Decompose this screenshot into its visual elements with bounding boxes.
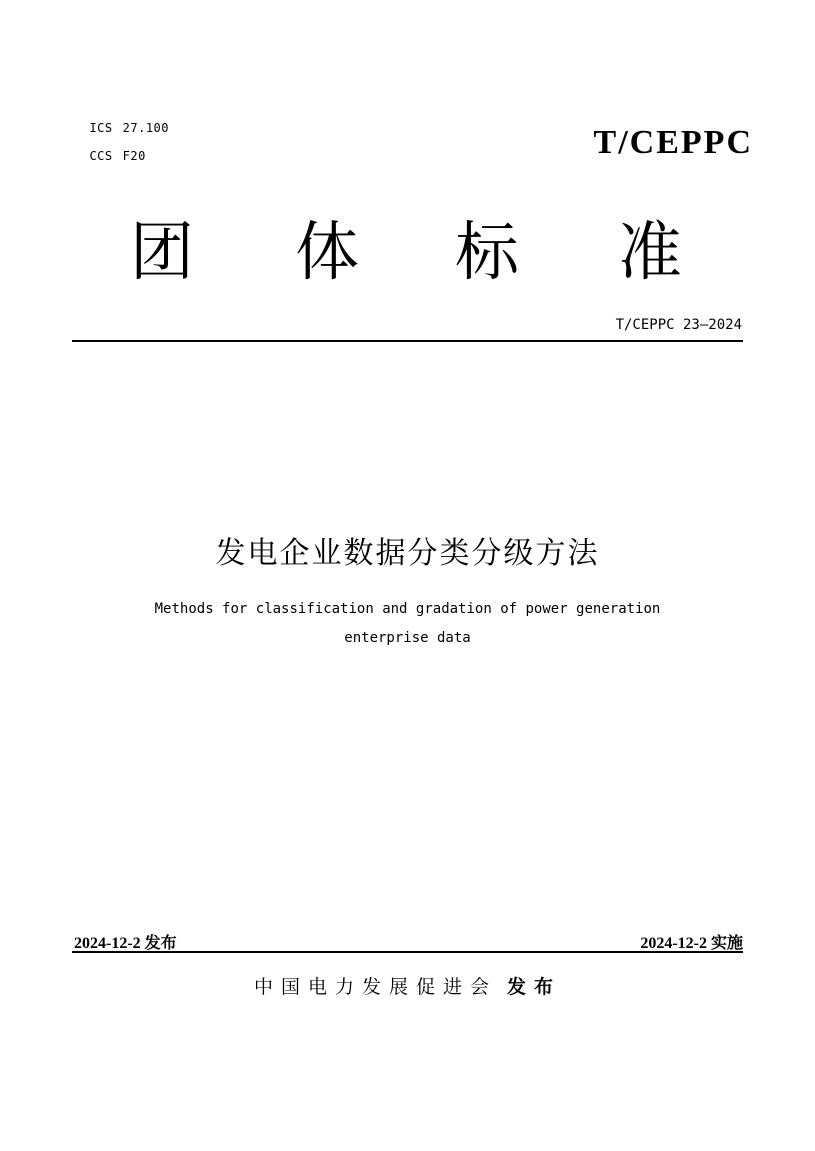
title-english-line-2: enterprise data: [344, 630, 471, 646]
ics-line: [74, 107, 169, 135]
ccs-label: CCS: [89, 149, 113, 163]
standard-number: T/CEPPC 23—2024: [615, 317, 742, 333]
publisher-name: 中国电力发展促进会: [253, 976, 497, 998]
ccs-line: [74, 135, 146, 163]
ccs-code: F20: [122, 149, 146, 163]
standard-type-heading: [100, 213, 740, 293]
title-chinese: 发电企业数据分类分级方法: [215, 536, 600, 571]
organization-mark: T/CEPPC: [593, 124, 753, 161]
title-english-line-1: Methods for classification and gradation of power generation: [154, 601, 661, 617]
standard-type-char-4: 准: [618, 216, 682, 290]
standard-type-char-1: 团: [130, 216, 194, 290]
ics-code: 27.100: [122, 121, 169, 135]
standard-type-char-2: 体: [295, 216, 359, 290]
header-divider: [72, 340, 743, 342]
issue-date: 2024-12-2 发布: [74, 935, 177, 952]
standard-type-char-3: 标: [455, 216, 519, 290]
implementation-date: 2024-12-2 实施: [640, 935, 743, 952]
publisher-line: [0, 972, 815, 999]
publisher-action: 发布: [507, 976, 562, 998]
footer-divider: [72, 951, 743, 953]
ics-label: ICS: [89, 121, 113, 135]
